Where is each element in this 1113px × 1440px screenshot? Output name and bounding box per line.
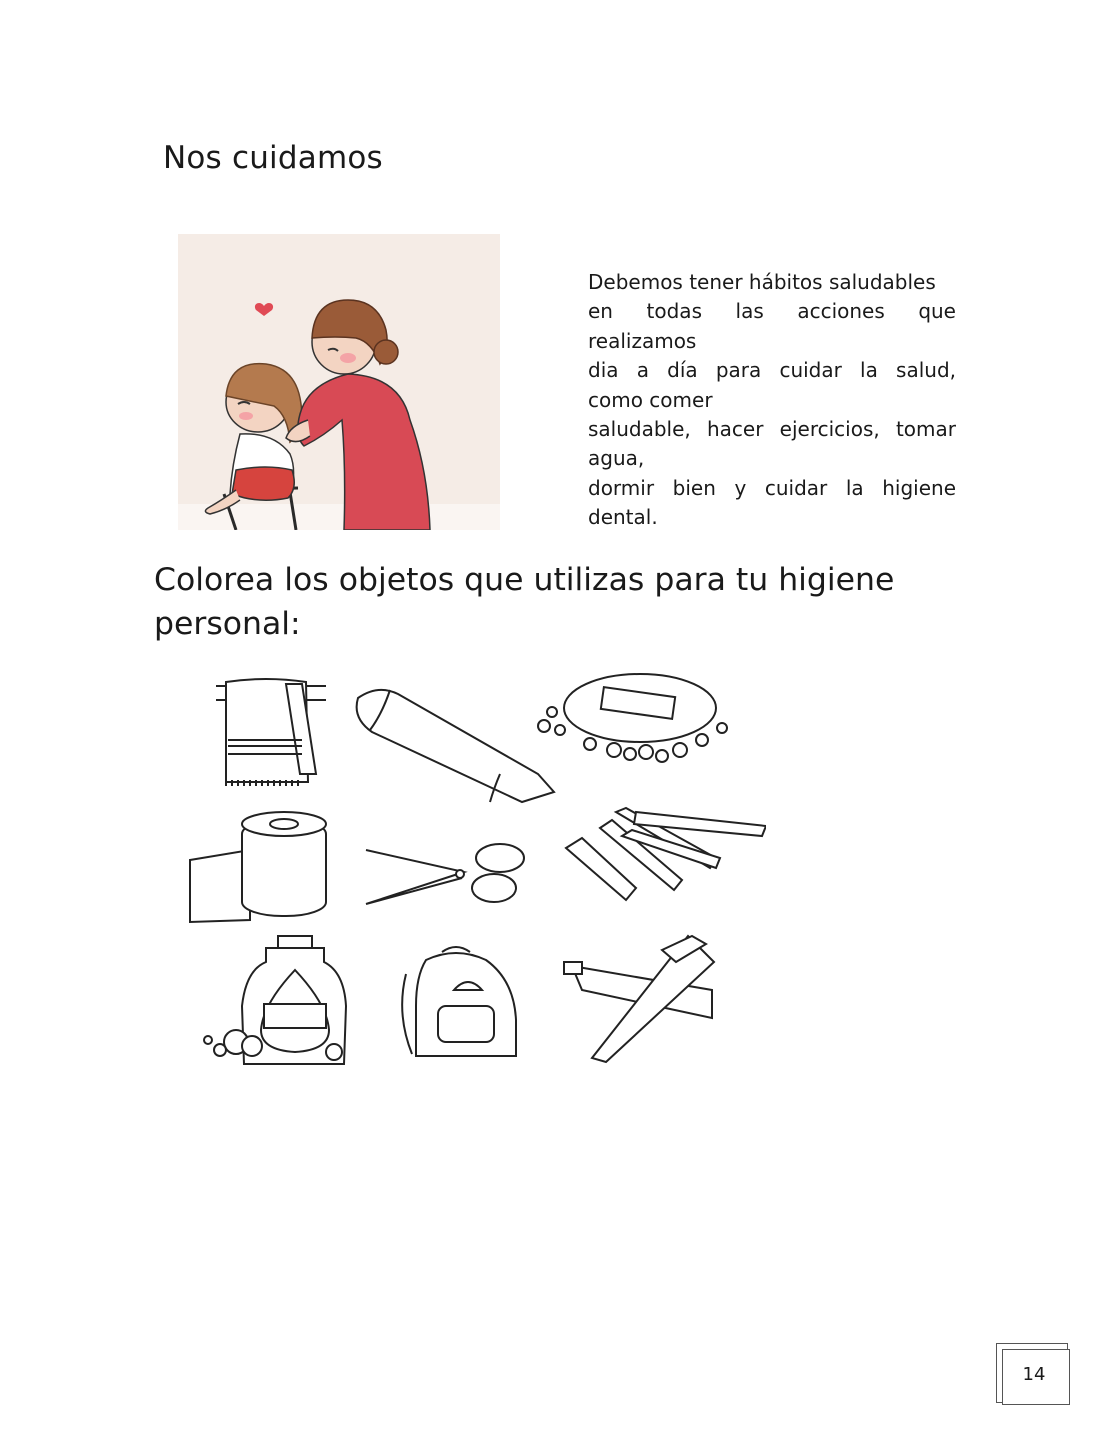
paragraph-line: en todas las acciones que [588, 299, 956, 324]
activity-instruction [154, 558, 954, 646]
paragraph-line: agua, [588, 446, 645, 471]
page-number: 14 [1022, 1364, 1046, 1385]
instruction-line-2: personal: [154, 606, 301, 642]
soap-icon [530, 668, 750, 768]
paragraph-line: como comer [588, 387, 713, 412]
crayons-icon [546, 796, 766, 912]
scissors-icon [360, 836, 534, 908]
page-number-box [1000, 1347, 1068, 1403]
paragraph-line: dia a día para cuidar la salud, [588, 358, 956, 383]
paragraph-line: dental. [588, 505, 658, 530]
paragraph-line: realizamos [588, 328, 697, 353]
paragraph-line: saludable, hacer ejercicios, tomar [588, 417, 956, 442]
towel-icon [216, 674, 326, 786]
body-paragraph [588, 268, 956, 533]
paragraph-line: Debemos tener hábitos saludables [588, 270, 936, 294]
toothbrush-icon [558, 932, 728, 1068]
toilet-paper-icon [186, 810, 330, 924]
coloring-objects-grid [180, 660, 780, 1080]
instruction-line-1: Colorea los objetos que utilizas para tu higiene [154, 562, 895, 598]
sponge-icon [344, 682, 560, 808]
page-title: Nos cuidamos [163, 140, 383, 176]
shampoo-icon [196, 932, 352, 1068]
backpack-icon [394, 944, 524, 1062]
mother-combing-child-illustration [178, 234, 500, 530]
paragraph-line: dormir bien y cuidar la higiene [588, 475, 956, 500]
